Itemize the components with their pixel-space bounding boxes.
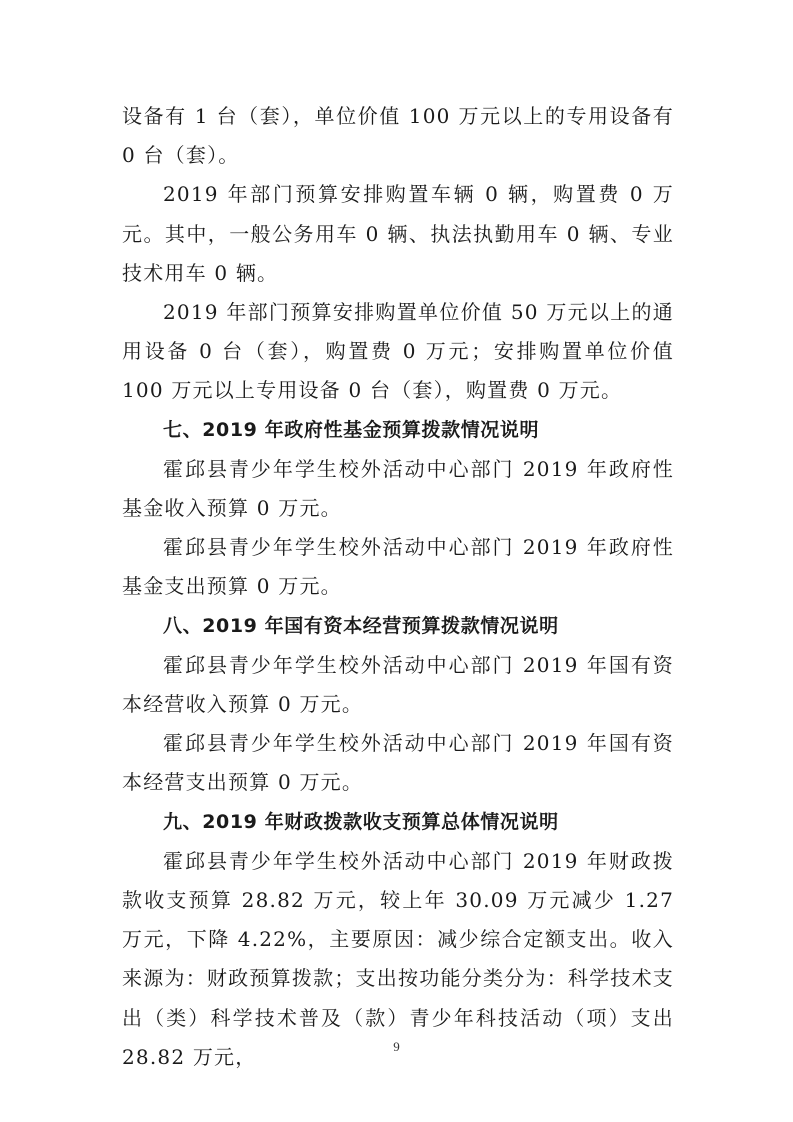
document-body: [122, 97, 674, 1077]
section-heading: 七、2019 年政府性基金预算拨款情况说明: [163, 418, 540, 441]
paragraph: 设备有 1 台（套），单位价值 100 万元以上的专用设备有 0 台（套）。: [122, 104, 674, 168]
paragraph: 霍邱县青少年学生校外活动中心部门 2019 年政府性基金收入预算 0 万元。: [122, 456, 674, 521]
paragraph: 霍邱县青少年学生校外活动中心部门 2019 年政府性基金支出预算 0 万元。: [122, 535, 674, 599]
paragraph: 霍邱县青少年学生校外活动中心部门 2019 年财政拨款收支预算 28.82 万元，较上年 30.09 万元减少 1.27 万元，下降 4.22%，主要原因：减少综合定额支出。收入来源为：财政预算拨款；支出按功能分类分为：科学技术支出（类）科学技术普及（款）青少年科技活动（项）支出 28.82 万元，: [122, 848, 674, 1069]
section-heading: 九、2019 年财政拨款收支预算总体情况说明: [163, 810, 559, 833]
section-heading: 八、2019 年国有资本经营预算拨款情况说明: [163, 614, 559, 637]
paragraph: 2019 年部门预算安排购置车辆 0 辆，购置费 0 万元。其中，一般公务用车 0 辆、执法执勤用车 0 辆、专业技术用车 0 辆。: [122, 182, 674, 285]
paragraph: 霍邱县青少年学生校外活动中心部门 2019 年国有资本经营收入预算 0 万元。: [122, 652, 674, 717]
paragraph: 2019 年部门预算安排购置单位价值 50 万元以上的通用设备 0 台（套），购置费 0 万元；安排购置单位价值 100 万元以上专用设备 0 台（套），购置费 0 万元。: [122, 300, 674, 403]
paragraph: 霍邱县青少年学生校外活动中心部门 2019 年国有资本经营支出预算 0 万元。: [122, 731, 674, 795]
page-number: 9: [393, 1039, 400, 1054]
